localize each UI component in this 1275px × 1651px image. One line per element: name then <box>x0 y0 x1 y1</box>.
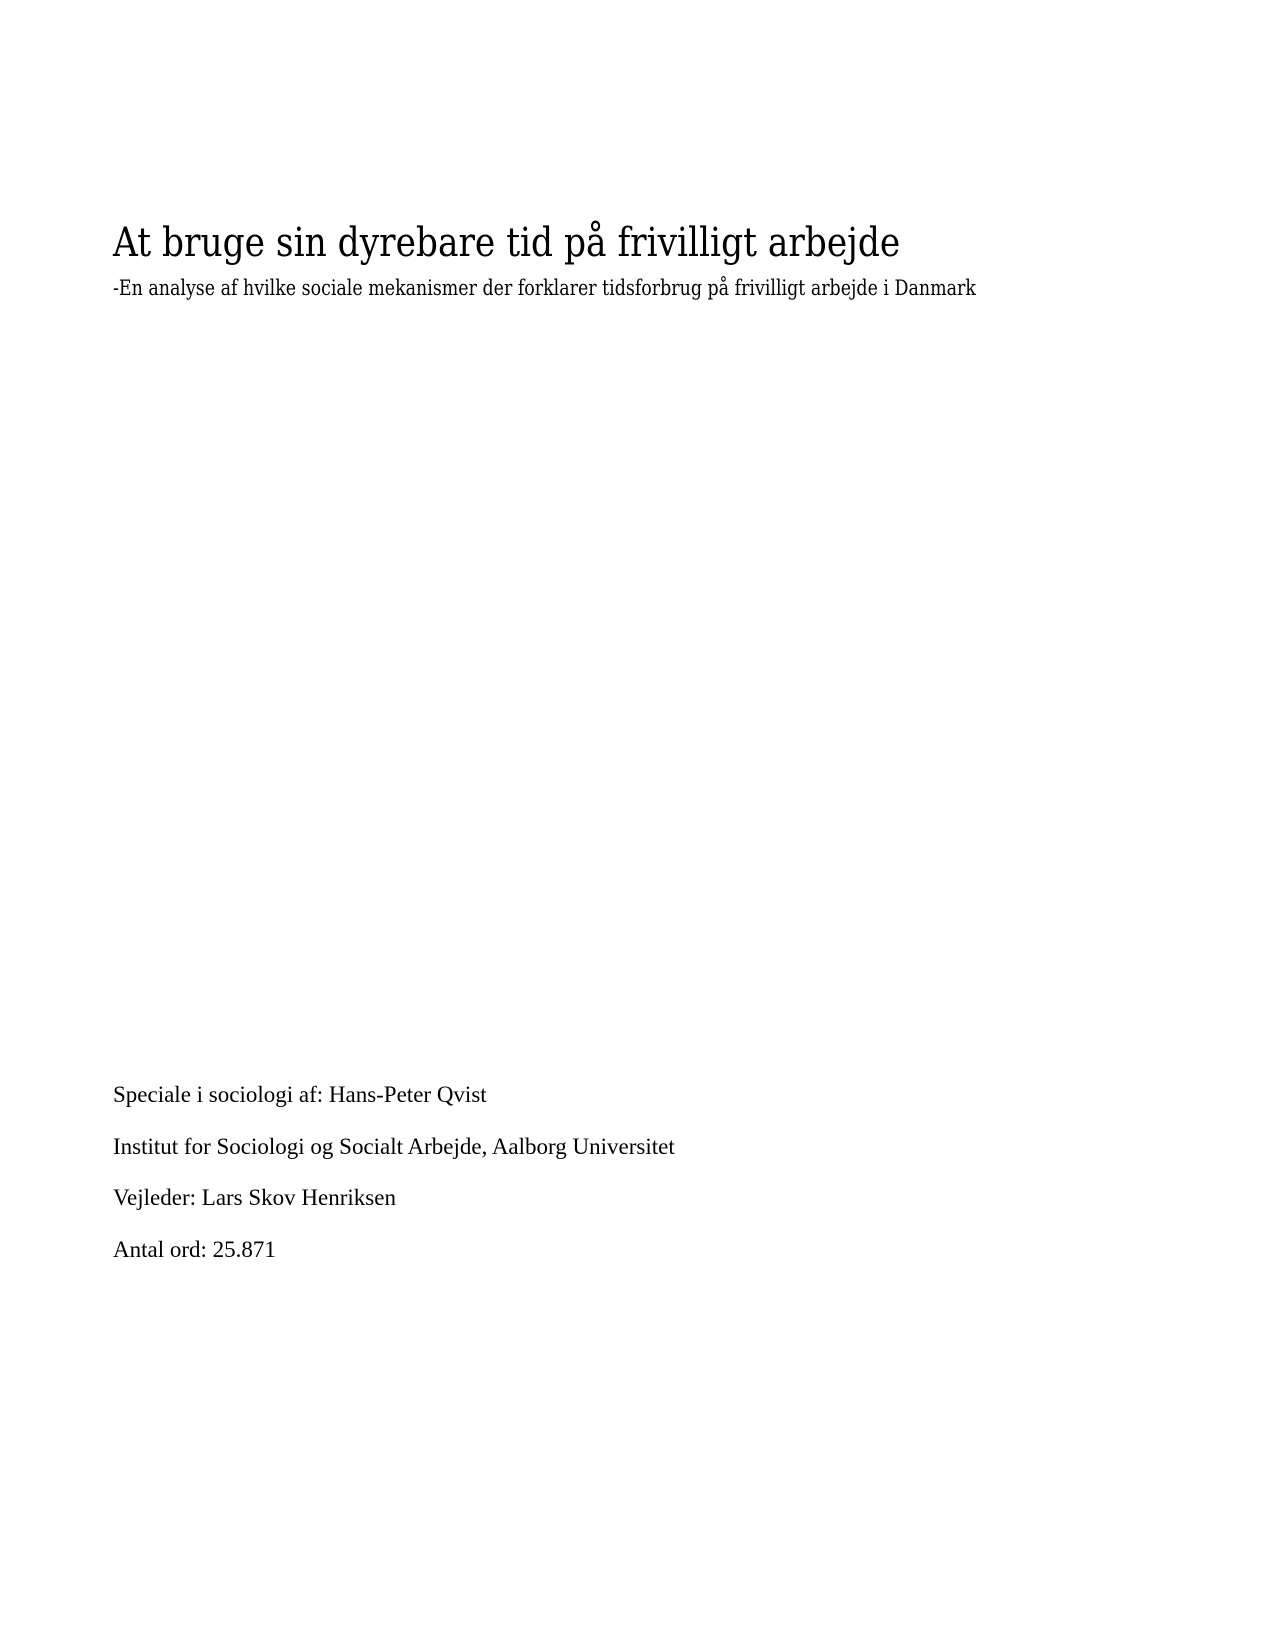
document-title: At bruge sin dyrebare tid på frivilligt arbejde <box>113 220 901 266</box>
author-line: Speciale i sociologi af: Hans-Peter Qvist <box>113 1082 487 1107</box>
word-count-line: Antal ord: 25.871 <box>113 1237 276 1262</box>
supervisor-line: Vejleder: Lars Skov Henriksen <box>113 1185 396 1210</box>
institution-line: Institut for Sociologi og Socialt Arbejde, Aalborg Universitet <box>113 1134 675 1159</box>
document-subtitle: -En analyse af hvilke sociale mekanismer der forklarer tidsforbrug på frivilligt arbejde i Danmark <box>113 276 976 300</box>
